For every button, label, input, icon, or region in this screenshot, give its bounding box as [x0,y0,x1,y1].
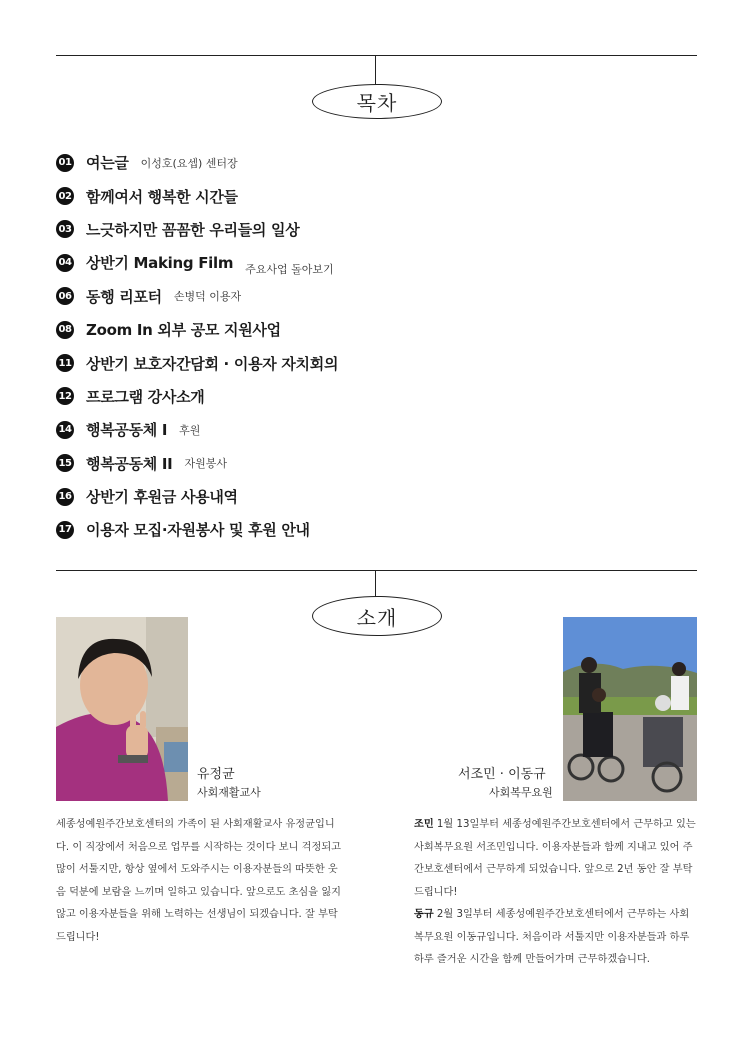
toc-page-number: 14 [56,421,74,439]
toc-item[interactable] [56,313,696,346]
toc-list [56,146,696,547]
toc-item[interactable] [56,146,696,179]
toc-page-number: 04 [56,254,74,272]
toc-page-number: 03 [56,220,74,238]
service-agents-name: 서조민 · 이동규 [458,767,546,782]
toc-page-number: 16 [56,488,74,506]
staff-photo-image [56,617,188,801]
toc-item-subtitle: 주요사업 돌아보기 [245,262,334,276]
service-agents-photo [563,617,697,801]
staff-name: 유정균 [197,767,235,782]
toc-item-title: 동행 리포터 [86,287,162,306]
toc-item-title: 행복공동체 I [86,421,168,440]
toc-item-title: 프로그램 강사소개 [86,387,205,406]
toc-item-title: 상반기 후원금 사용내역 [86,488,238,507]
toc-item-subtitle: 이성호(요셉) 센터장 [140,156,238,170]
toc-item[interactable] [56,213,696,246]
toc-page-number: 08 [56,321,74,339]
toc-item-title: Zoom In 외부 공모 지원사업 [86,321,281,340]
toc-item[interactable] [56,513,696,546]
toc-item[interactable] [56,346,696,379]
agent-2-text: 2월 3일부터 세종성예원주간보호센터에서 근무하는 사회복무요원 이동규입니다. 처음이라 서툴지만 이용자분들과 하루하루 즐거운 시간을 함께 만들어가며 근무하겠습니다. [414,909,690,965]
toc-item-title: 상반기 Making Film [86,254,234,273]
agent-2-intro-text [414,904,698,972]
toc-item[interactable] [56,246,696,279]
toc-page-number: 01 [56,154,74,172]
agent-1-text: 1월 13일부터 세종성예원주간보호센터에서 근무하고 있는 사회복무요원 서조민입니다. 이용자분들과 함께 지내고 있어 주간보호센터에서 근무하게 되었습니다. 앞으로 2년 동안 잘 부탁드립니다! [414,819,696,898]
toc-item-subtitle: 후원 [179,423,201,437]
toc-item[interactable] [56,413,696,446]
toc-item-title: 이용자 모집·자원봉사 및 후원 안내 [86,521,310,540]
agent-2-name: 동규 [414,909,434,920]
toc-heading: 목차 [312,84,442,119]
toc-item-title: 함께여서 행복한 시간들 [86,187,238,206]
toc-item[interactable] [56,280,696,313]
toc-item-title: 행복공동체 II [86,454,173,473]
toc-item[interactable] [56,179,696,212]
toc-page-number: 12 [56,387,74,405]
toc-page-number: 06 [56,287,74,305]
toc-item-subtitle: 자원봉사 [184,457,227,471]
toc-item[interactable] [56,380,696,413]
intro-connector-line [375,570,376,598]
toc-item-title: 느긋하지만 꼼꼼한 우리들의 일상 [86,220,300,239]
toc-connector-line [375,55,376,85]
toc-item-title: 상반기 보호자간담회 · 이용자 자치회의 [86,354,339,373]
staff-photo [56,617,188,801]
toc-item[interactable] [56,480,696,513]
intro-heading: 소개 [312,596,442,636]
toc-page-number: 02 [56,187,74,205]
toc-page-number: 11 [56,354,74,372]
staff-role: 사회재활교사 [197,786,261,799]
toc-page-number: 15 [56,454,74,472]
agent-1-intro-text [414,814,698,904]
service-agents-photo-image [563,617,697,801]
toc-item-subtitle: 손병덕 이용자 [173,290,242,304]
staff-intro-text: 세종성예원주간보호센터의 가족이 된 사회재활교사 유정균입니다. 이 직장에서 처음으로 업무를 시작하는 것이다 보니 걱정되고 많이 서툴지만, 항상 옆에서 도와주시는 이용자분들의 따뜻한 웃음 덕분에 보람을 느끼며 일하고 있습니다. 앞으로도 초심을 잃지 않고 이용자분들을 위해 노력하는 선생님이 되겠습니다. 잘 부탁드립니다! [56,819,342,943]
service-agents-role: 사회복무요원 [489,786,553,799]
intro-top-rule [56,570,697,571]
toc-page-number: 17 [56,521,74,539]
toc-item-title: 여는글 [86,154,129,173]
toc-item[interactable] [56,447,696,480]
agent-1-name: 조민 [414,819,434,830]
toc-top-rule [56,55,697,56]
